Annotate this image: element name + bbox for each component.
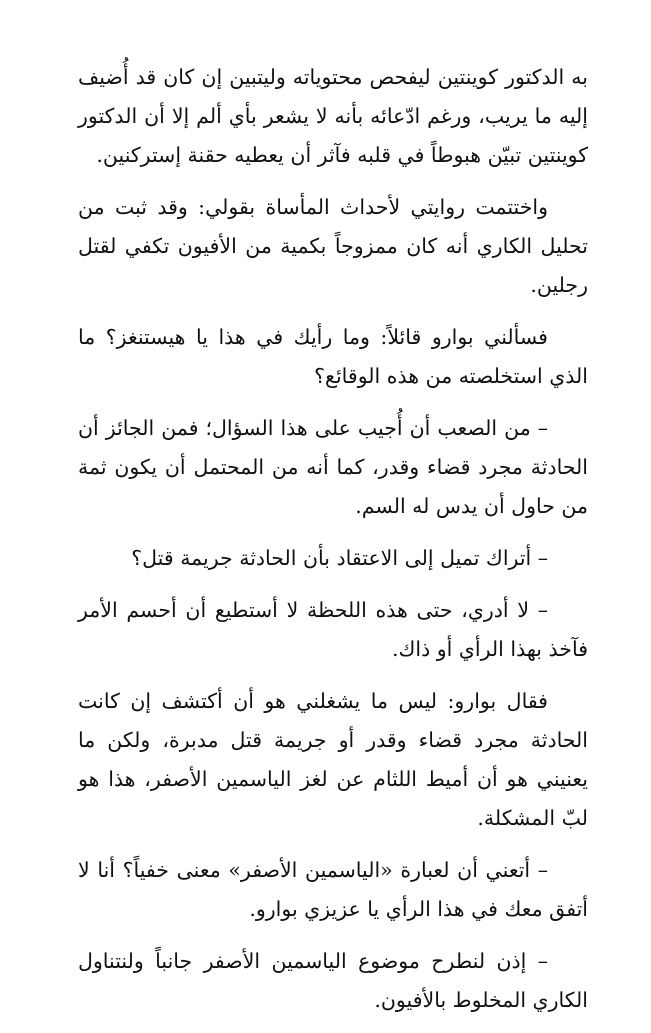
- paragraph-2: واختتمت روايتي لأحداث المأساة بقولي: وقد ثبت من تحليل الكاري أنه كان ممزوجاً بكمية من الأفيون تكفي لقتل رجلين.: [78, 195, 588, 297]
- paragraph-9: – إذن لنطرح موضوع الياسمين الأصفر جانباً ولنتناول الكاري المخلوط بالأفيون.: [78, 949, 588, 1012]
- paragraph-3: فسألني بوارو قائلاً: وما رأيك في هذا يا هيستنغز؟ ما الذي استخلصته من هذه الوقائع؟: [78, 325, 588, 388]
- paragraph-8: – أتعني أن لعبارة «الياسمين الأصفر» معنى خفياً؟ أنا لا أتفق معك في هذا الرأي يا عزيزي بوارو.: [78, 858, 588, 921]
- paragraph-1: به الدكتور كوينتين ليفحص محتوياته وليتبين إن كان قد أُضيف إليه ما يريب، ورغم ادّعائه بأنه لا يشعر بأي ألم إلا أن الدكتور كوينتين تبيّن هبوطاً في قلبه فآثر أن يعطيه حقنة إستركنين.: [78, 65, 588, 167]
- paragraph-7: فقال بوارو: ليس ما يشغلني هو أن أكتشف إن كانت الحادثة مجرد قضاء وقدر أو جريمة قتل مدبرة، ولكن ما يعنيني هو أن أميط اللثام عن لغز الياسمين الأصفر، هذا هو لبّ المشكلة.: [78, 689, 588, 830]
- paragraph-6: – لا أدري، حتى هذه اللحظة لا أستطيع أن أحسم الأمر فآخذ بهذا الرأي أو ذاك.: [78, 598, 588, 661]
- paragraph-5: – أتراك تميل إلى الاعتقاد بأن الحادثة جريمة قتل؟: [131, 546, 548, 570]
- book-page: [78, 58, 588, 1033]
- paragraph-4: – من الصعب أن أُجيب على هذا السؤال؛ فمن الجائز أن الحادثة مجرد قضاء وقدر، كما أنه من المحتمل أن يكون ثمة من حاول أن يدس له السم.: [78, 416, 588, 518]
